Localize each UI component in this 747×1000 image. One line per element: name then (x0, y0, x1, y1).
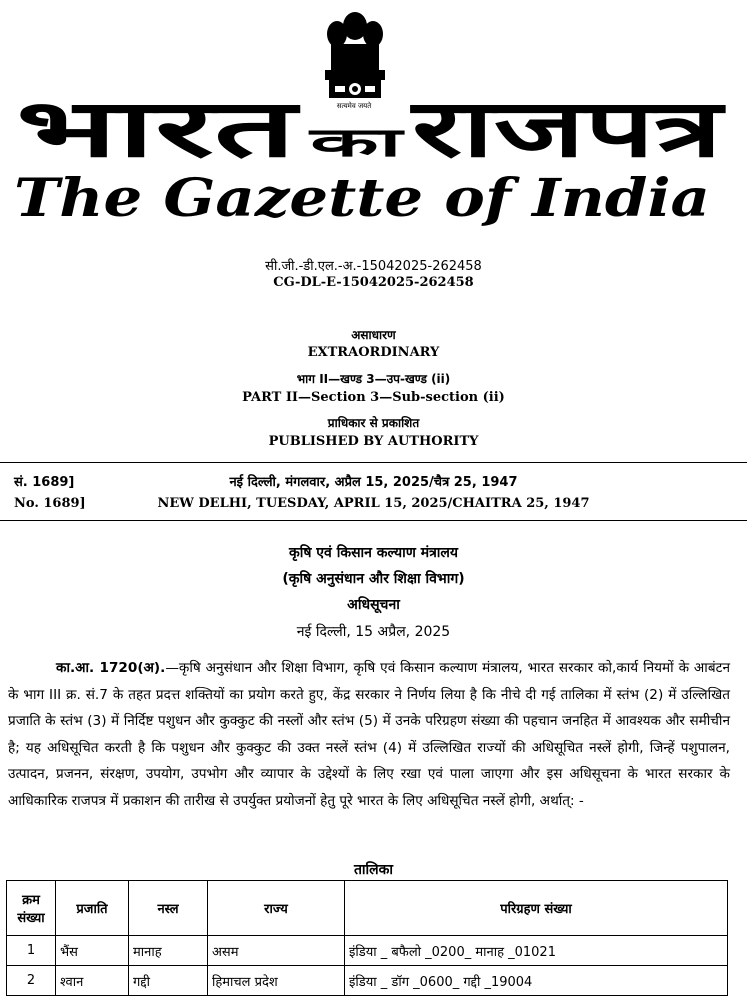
issue-english-number: No. 1689] (14, 496, 86, 511)
hindi-authority: प्राधिकार से प्रकाशित (327, 416, 420, 430)
cell-state: असम (208, 936, 345, 966)
breeds-table (6, 880, 728, 996)
cell-state: हिमाचल प्रदेश (208, 966, 345, 996)
notice-reference: का.आ. 1720(अ). (56, 660, 166, 676)
cell-breed: मानाह (129, 936, 208, 966)
cell-species: भैंस (56, 936, 129, 966)
table-header-row (7, 881, 728, 936)
masthead-hindi-title (0, 82, 747, 168)
header-state: राज्य (208, 881, 345, 936)
english-authority: PUBLISHED BY AUTHORITY (268, 434, 479, 449)
masthead-hindi-left: भारत (16, 82, 301, 168)
cell-accession: इंडिया _ डॉग _0600_ गद्दी _19004 (345, 966, 728, 996)
english-part: PART II—Section 3—Sub-section (ii) (242, 390, 505, 405)
notice-body-text: —कृषि अनुसंधान और शिक्षा विभाग, कृषि एवं किसान कल्याण मंत्रालय, भारत सरकार को,कार्य नियमों के आबंटन के भाग III क्र. सं.7 के तहत प्रदत्त शक्तियों का प्रयोग करते हुए, केंद्र सरकार ने निर्णय लिया है कि नीचे दी गई तालिका में स्तंभ (2) में उल्लिखित प्रजाति के स्तंभ (3) में निर्दिष्ट पशुधन और कुक्कुट की नस्लों और स्तंभ (5) में उनके परिग्रहण संख्या की पहचान जनहित में आवश्यक और समीचीन है; यह अधिसूचित करती है कि पशुधन और कुक्कुट की उक्त नस्लें स्तंभ (4) में उल्लिखित राज्यों की अधिसूचित नस्लें होगी, जिन्हें पशुपालन, उत्पादन, प्रजनन, संरक्षण, उपयोग, उपभोग और व्यापार के उद्देश्यों के लिए रखा एवं पाला जाएगा और इस अधिसूचना के भारत सरकार के आधिकारिक राजपत्र में प्रकाशन की तारीख से उपर्युक्त प्रयोजनों हेतु पूरे भारत के लिए अधिसूचित नस्लें होगी, अर्थात्: - (8, 660, 730, 809)
department-name: (कृषि अनुसंधान और शिक्षा विभाग) (282, 571, 465, 587)
ministry-name: कृषि एवं किसान कल्याण मंत्रालय (288, 545, 459, 561)
notice-type: अधिसूचना (347, 597, 400, 613)
cell-species: श्वान (56, 966, 129, 996)
table-row (7, 966, 728, 996)
cell-serial: 2 (7, 966, 56, 996)
issue-hindi-number: सं. 1689] (14, 475, 75, 490)
hindi-code: सी.जी.-डी.एल.-अ.-15042025-262458 (265, 259, 482, 274)
notice-place-date: नई दिल्ली, 15 अप्रैल, 2025 (296, 624, 451, 640)
masthead-english-title (0, 168, 747, 226)
masthead-hindi-mid: का (307, 120, 406, 166)
masthead-english-text: The Gazette of India (14, 168, 710, 226)
issue-english-date: NEW DELHI, TUESDAY, APRIL 15, 2025/CHAITRA 25, 1947 (157, 496, 590, 511)
emblem-motto: सत्यमेव जयते (336, 102, 372, 110)
header-breed: नस्ल (129, 881, 208, 936)
english-code: CG-DL-E-15042025-262458 (273, 275, 474, 290)
english-extraordinary: EXTRAORDINARY (307, 345, 440, 360)
notice-body (8, 655, 730, 814)
cell-serial: 1 (7, 936, 56, 966)
table-title: तालिका (353, 862, 394, 878)
hindi-extraordinary: असाधारण (351, 328, 396, 342)
bottom-rule (0, 520, 747, 521)
issue-hindi-date: नई दिल्ली, मंगलवार, अप्रैल 15, 2025/चैत्र 25, 1947 (229, 475, 518, 490)
masthead-hindi-right: राजपत्र (408, 82, 727, 168)
table-row (7, 936, 728, 966)
header-serial: क्रम संख्या (7, 881, 56, 936)
hindi-part: भाग II—खण्ड 3—उप-खण्ड (ii) (296, 372, 451, 386)
cell-accession: इंडिया _ बफैलो _0200_ मानाह _01021 (345, 936, 728, 966)
header-species: प्रजाति (56, 881, 129, 936)
top-rule (0, 462, 747, 463)
header-accession: परिग्रहण संख्या (345, 881, 728, 936)
cell-breed: गद्दी (129, 966, 208, 996)
